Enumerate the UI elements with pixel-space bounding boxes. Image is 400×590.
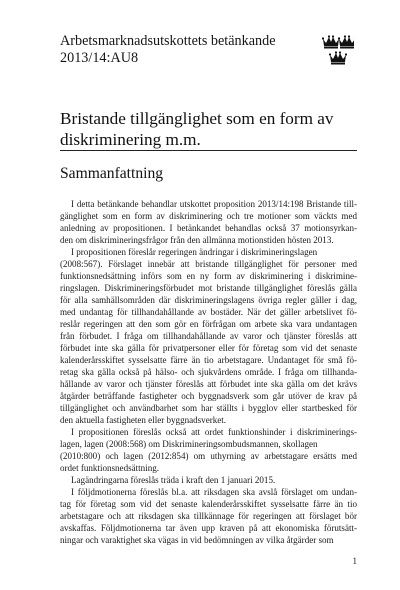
body-text-line: I propositionen föreslås också att ordet funktionshinder i diskriminerings-: [71, 427, 357, 437]
body-text-line: retag ska gälla också på hälso- och sjukvårdens område. I fråga om tillhanda-: [60, 367, 357, 377]
body-text-line: funktionsnedsättning införs som en ny form av diskriminering i diskrimine-: [60, 271, 357, 281]
three-crowns-icon: [322, 33, 354, 67]
report-header-line: 2013/14:AU8: [60, 50, 139, 66]
report-header-title: [60, 33, 300, 67]
body-text-line: tag för företag som vid det senaste kalenderårsskiftet sysselsatte färre än tio: [60, 499, 357, 509]
body-text-line: (2008:567). Förslaget innebär att bristande tillgänglighet för personer med: [60, 259, 357, 269]
heading-divider: [60, 150, 357, 151]
body-text-line: Lagändringarna föreslås träda i kraft den 1 januari 2015.: [71, 475, 276, 485]
document-heading-line: Bristande tillgänglighet som en form av: [60, 109, 334, 128]
body-text-line: I följdmotionerna föreslås bl.a. att riksdagen ska avslå förslaget om undan-: [71, 487, 357, 497]
body-text-line: ringslagen. Diskrimineringsförbudet mot bristande tillgänglighet föreslås gälla: [60, 283, 357, 293]
document-heading-line: diskriminering m.m.: [60, 130, 201, 149]
body-text-line: I detta betänkande behandlar utskottet proposition 2013/14:198 Bristande till-: [71, 199, 357, 209]
page-number: 1: [352, 556, 357, 566]
body-text-line: reslår regeringen att den som gör en förfrågan om arbete ska vara undantagen: [60, 319, 357, 329]
body-text-line: ningar och varaktighet ska vägas in vid bedömningen av vilka åtgärder som: [60, 535, 334, 545]
body-text-line: med undantag för tillhandahållande av bostäder. När det gäller arbetslivet fö-: [60, 307, 357, 317]
body-text-line: kalenderårsskiftet sysselsatte färre än tio arbetstagare. Undantaget för små fö-: [60, 355, 357, 365]
body-text-line: I propositionen föreslår regeringen ändringar i diskrimineringslagen: [71, 247, 318, 257]
body-text-line: den aktuella fastigheten eller byggnadsverket.: [60, 415, 227, 425]
body-text-line: (2010:800) och lagen (2012:854) om uthyrning av arbetstagare ersätts med: [60, 451, 357, 461]
body-text-line: åtgärder beträffande fastigheter och byggnadsverk som går utöver de krav på: [60, 391, 357, 401]
body-text-line: arbetstagare och att riksdagen ska tillkännage för regeringen att förslaget bör: [60, 511, 357, 521]
report-header-line: Arbetsmarknadsutskottets betänkande: [60, 33, 276, 49]
body-text-line: avskaffas. Följdmotionerna tar även upp kraven på att ekonomiska förutsätt-: [60, 523, 357, 533]
body-text-line: lagen, lagen (2008:568) om Diskrimineringsombudsmannen, skollagen: [60, 439, 318, 449]
body-text-line: hållande av varor och tjänster föreslås att förbudet inte ska gälla om det krävs: [60, 379, 357, 389]
body-text-line: anledning av propositionen. I betänkandet behandlas också 37 motionsyrkan-: [60, 223, 357, 233]
body-text-line: tillgänglighet och användbarhet som har ställts i bygglov eller startbesked för: [60, 403, 357, 413]
document-heading: [60, 108, 360, 150]
body-text-line: för alla samhällsområden där diskrimineringslagens övriga regler gäller i dag,: [60, 295, 357, 305]
body-text-line: ordet funktionsnedsättning.: [60, 463, 159, 473]
body-text-line: den om diskrimineringsfrågor från den allmänna motionstiden hösten 2013.: [60, 235, 334, 245]
body-text-line: förbudet inte ska gälla för privatpersoner eller för företag som vid det senaste: [60, 343, 357, 353]
body-text-line: gänglighet som en form av diskriminering och tre motioner som väckts med: [60, 211, 357, 221]
section-title: Sammanfattning: [60, 165, 164, 182]
body-text-line: från förbudet. I fråga om tillhandahållande av varor och tjänster föreslås att: [60, 331, 357, 341]
summary-body-text: [60, 198, 357, 546]
